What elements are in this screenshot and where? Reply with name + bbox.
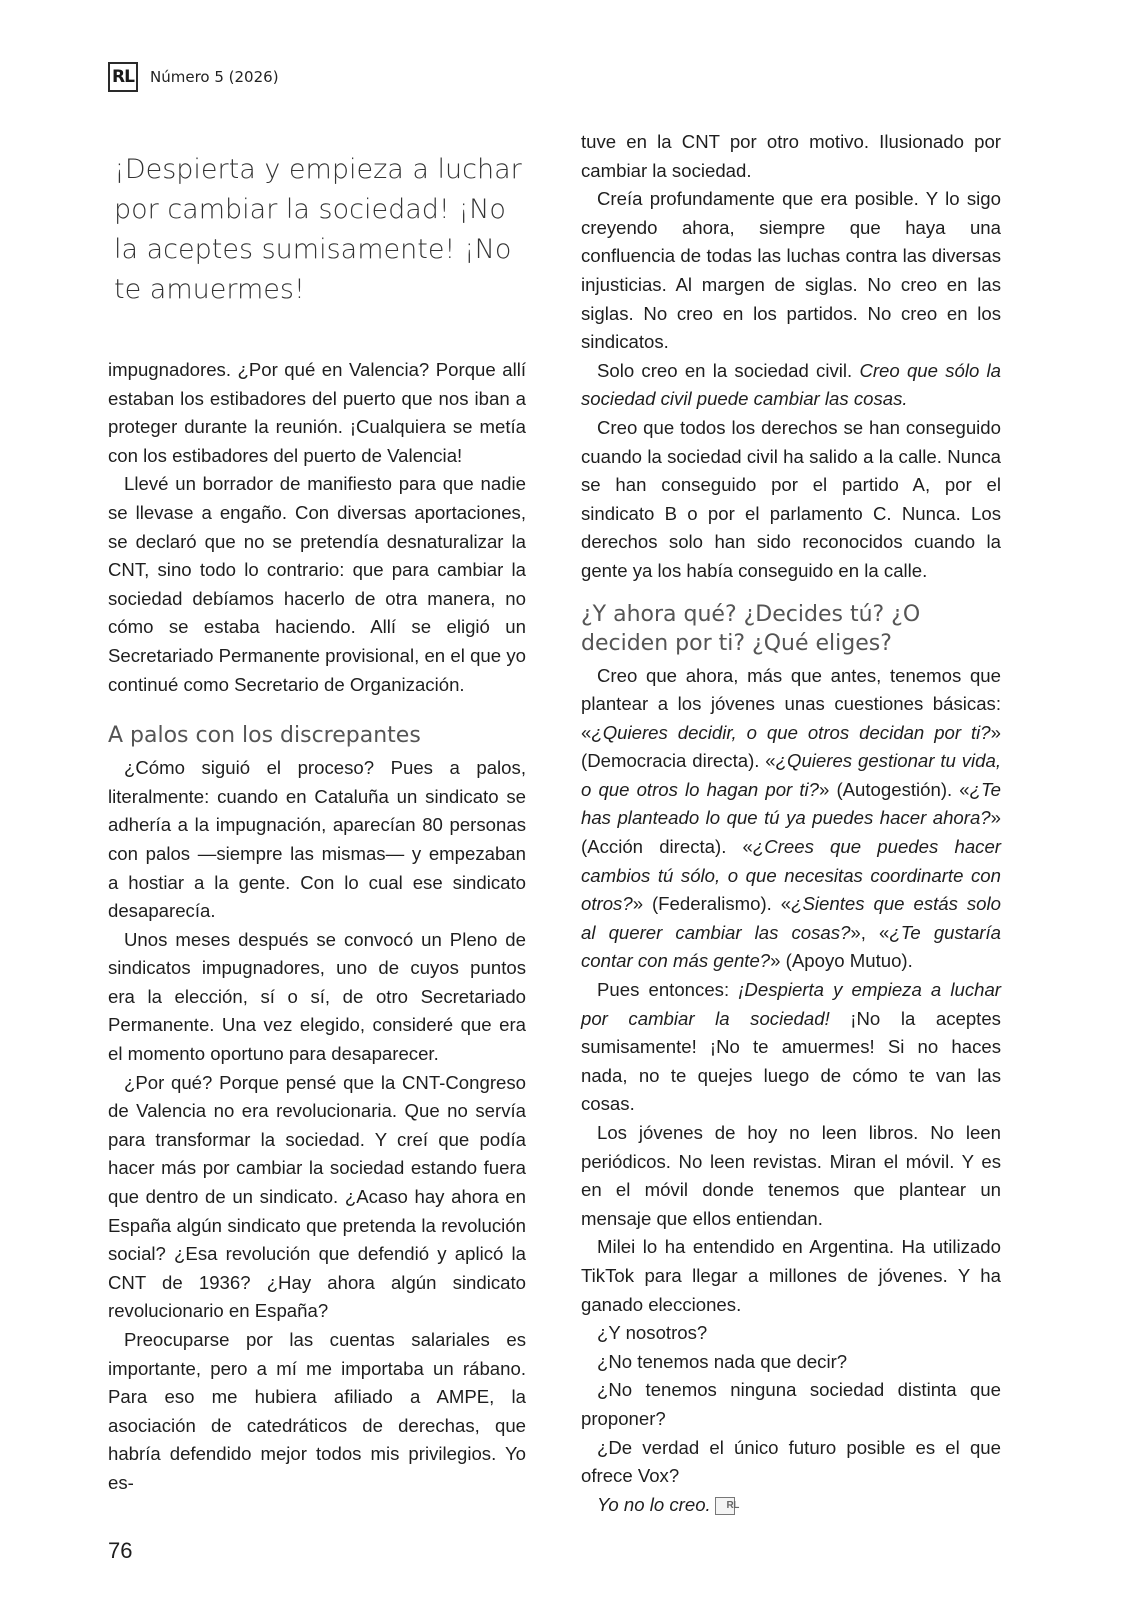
paragraph: Creía profundamente que era posible. Y lo sigo creyendo ahora, siempre que haya una confluencia de todas las luchas contra las diversas injusticias. Al margen de siglas. No creo en las siglas. No creo en los partidos. No creo en los sindicatos.: [581, 188, 1001, 353]
paragraph: Milei lo ha entendido en Argentina. Ha utilizado TikTok para llegar a millones de jóvenes. Y ha ganado elecciones.: [581, 1236, 1001, 1315]
italic-text: ¿Crees que puedes hacer cambios tú sólo, o que necesitas coordinarte con otros?: [581, 836, 1001, 915]
paragraph: [581, 976, 1001, 1119]
text-span: » (Apoyo Mutuo).: [770, 950, 913, 972]
page-header: [108, 60, 279, 94]
text-span: ¡No la aceptes sumisamente! ¡No te amuermes! Si no haces nada, no te quejes luego de cómo te van las cosas.: [581, 1007, 1001, 1115]
italic-text: Yo no lo creo.: [597, 1493, 711, 1515]
text-span: Solo creo en la sociedad civil.: [597, 359, 860, 381]
text-span: » (Acción directa). «: [581, 807, 1001, 858]
paragraph: ¿De verdad el único futuro posible es el que ofrece Vox?: [581, 1436, 1001, 1487]
paragraph: Los jóvenes de hoy no leen libros. No leen periódicos. No leen revistas. Miran el móvil. Y es en el móvil donde tenemos que plantear un mensaje que ellos entiendan.: [581, 1122, 1001, 1229]
paragraph: ¿No tenemos ninguna sociedad distinta que proponer?: [581, 1379, 1001, 1429]
paragraph: ¿Por qué? Porque pensé que la CNT-Congreso de Valencia no era revolucionaria. Que no servía para transformar la sociedad. Y creí que podía hacer más por cambiar la sociedad estando fuera que dentro de un sindicato. ¿Acaso hay ahora en España algún sindicato que pretenda la revolución social? ¿Esa revolución que defendió y aplicó la CNT de 1936? ¿Hay ahora algún sindicato revolucionario en España?: [108, 1071, 526, 1322]
paragraph: Creo que todos los derechos se han conseguido cuando la sociedad civil ha salido a la calle. Nunca se han conseguido por el partido A, por el sindicato B o por el parlamento C. Nunca. Los derechos solo han sido reconocidos cuando la gente ya los había conseguido en la calle.: [581, 416, 1001, 581]
right-column: [581, 128, 1001, 1519]
italic-text: ¿Quieres gestionar tu vida, o que otros lo hagan por ti?: [581, 750, 1001, 800]
italic-text: ¡Despierta y empieza a luchar por cambiar la sociedad!: [581, 979, 1001, 1029]
text-span: Creo que ahora, más que antes, tenemos que plantear a los jóvenes unas cuestiones básicas: «: [581, 664, 1001, 743]
paragraph: [581, 357, 1001, 414]
paragraph: Llevé un borrador de manifiesto para que nadie se llevase a engaño. Con diversas aportaciones, se declaró que no se pretendía desnaturalizar la CNT, sino todo lo contrario: que para cambiar la sociedad debíamos hacerlo de otra manera, no cómo se estaba haciendo. Allí se eligió un Secretariado Permanente provisional, en el que yo continué como Secretario de Organización.: [108, 473, 526, 695]
paragraph: Preocuparse por las cuentas salariales es importante, pero a mí me importaba un rábano. Para eso me hubiera afiliado a AMPE, la asociación de catedráticos de derechas, que habría defendido mejor todos mis privilegios. Yo es-: [108, 1329, 526, 1493]
text-span: » (Democracia directa). «: [581, 721, 1001, 772]
italic-text: ¿Te has planteado lo que tú ya puedes hacer ahora?: [581, 778, 1001, 829]
end-mark-logo: RL: [715, 1497, 735, 1515]
paragraph: impugnadores. ¿Por qué en Valencia? Porque allí estaban los estibadores del puerto que nos iban a proteger durante la reunión. ¡Cualquiera se metía con los estibadores del puerto de Valencia!: [108, 359, 526, 466]
issue-label: Número 5 (2026): [150, 68, 279, 86]
italic-text: Creo que sólo la sociedad civil puede cambiar las cosas.: [581, 359, 1001, 410]
magazine-logo: RL: [108, 62, 138, 92]
pull-quote: ¡Despierta y empieza a luchar por cambiar la sociedad! ¡No la aceptes sumisamente! ¡No te amuermes!: [114, 154, 522, 305]
italic-text: ¿Quieres decidir, o que otros decidan por ti?: [591, 721, 991, 743]
section-heading: ¿Y ahora qué? ¿Decides tú? ¿O deciden por ti? ¿Qué eliges?: [581, 601, 921, 656]
text-span: » (Federalismo). «: [632, 893, 792, 915]
closing-paragraph: [581, 1491, 1001, 1520]
paragraph: ¿Cómo siguió el proceso? Pues a palos, literalmente: cuando en Cataluña un sindicato se adhería a la impugnación, aparecían 80 personas con palos —siempre las mismas— y empezaban a hostiar a la gente. Con lo cual ese sindicato desaparecía.: [108, 757, 526, 922]
section-heading: A palos con los discrepantes: [108, 723, 421, 749]
italic-text: ¿Sientes que estás solo al querer cambiar las cosas?: [581, 893, 1001, 943]
left-column: [108, 128, 526, 1498]
text-span: » (Autogestión). «: [819, 778, 970, 800]
page-number: 76: [108, 1538, 133, 1563]
italic-text: ¿Te gustaría contar con más gente?: [581, 921, 1002, 972]
text-span: Pues entonces:: [597, 979, 739, 1001]
paragraph: [581, 662, 1001, 977]
paragraph: ¿No tenemos nada que decir?: [597, 1350, 848, 1372]
paragraph: tuve en la CNT por otro motivo. Ilusionado por cambiar la sociedad.: [581, 131, 1001, 181]
paragraph: ¿Y nosotros?: [597, 1322, 708, 1344]
paragraph: Unos meses después se convocó un Pleno de sindicatos impugnadores, uno de cuyos puntos era la elección, sí o sí, de otro Secretariado Permanente. Una vez elegido, consideré que era el momento oportuno para desaparecer.: [108, 928, 526, 1065]
text-span: », «: [850, 921, 890, 943]
